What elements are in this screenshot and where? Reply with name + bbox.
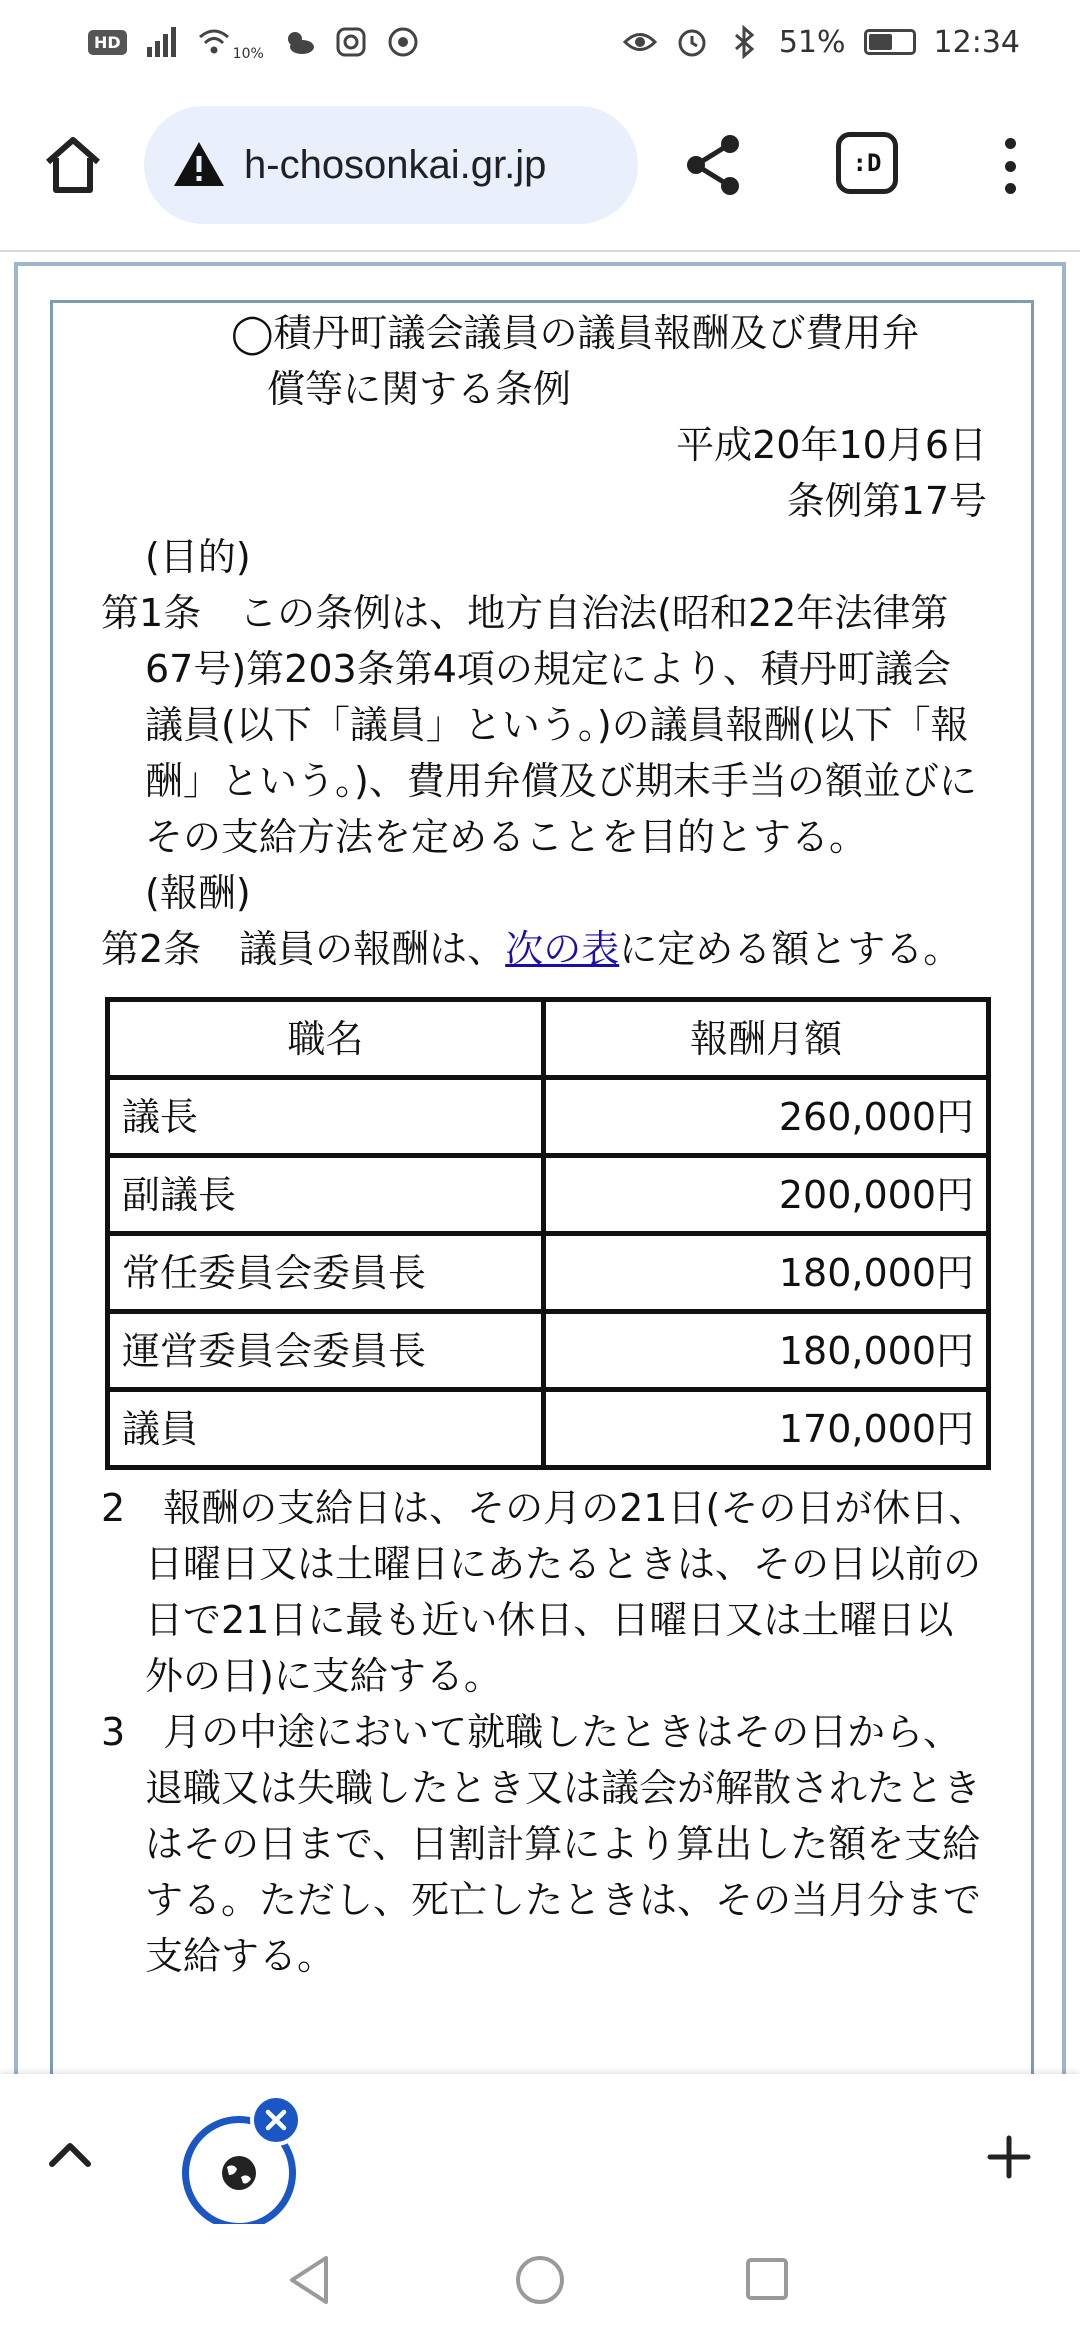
title-line-1: ◯積丹町議会議員の議員報酬及び費用弁 bbox=[231, 311, 920, 355]
article-2 bbox=[101, 921, 987, 977]
instagram-icon bbox=[334, 25, 368, 59]
home-circle-icon[interactable] bbox=[514, 2254, 566, 2306]
wifi-icon bbox=[197, 25, 231, 59]
browser-toolbar bbox=[0, 100, 1080, 240]
more-menu-icon[interactable] bbox=[990, 134, 1030, 198]
status-bar bbox=[0, 0, 1080, 84]
table-row bbox=[108, 1078, 989, 1156]
amount-cell: 170,000円 bbox=[544, 1390, 989, 1468]
ordinance-title bbox=[101, 305, 987, 361]
close-icon bbox=[263, 2107, 289, 2133]
amount-cell: 200,000円 bbox=[544, 1156, 989, 1234]
plus-icon[interactable] bbox=[984, 2132, 1034, 2182]
globe-icon bbox=[219, 2153, 259, 2193]
paragraph-3: 3 月の中途において就職したときはその日から、退職又は失職したとき又は議会が解散されたときはその日まで、日割計算により算出した額を支給する。ただし、死亡したときは、その当月分まで支給する。 bbox=[101, 1710, 982, 1978]
eye-icon bbox=[623, 25, 657, 59]
chrome-icon bbox=[386, 25, 420, 59]
chevron-up-icon[interactable] bbox=[42, 2134, 98, 2174]
header-position: 職名 bbox=[108, 1000, 544, 1078]
amount-cell: 180,000円 bbox=[544, 1234, 989, 1312]
position-cell: 運営委員会委員長 bbox=[108, 1312, 544, 1390]
status-right bbox=[623, 25, 1020, 60]
toolbar-divider bbox=[0, 250, 1080, 252]
warning-icon[interactable] bbox=[172, 138, 226, 192]
battery-percent: 51% bbox=[778, 24, 846, 60]
next-table-link[interactable]: 次の表 bbox=[505, 927, 620, 971]
caption-purpose: (目的) bbox=[145, 535, 251, 579]
position-cell: 議員 bbox=[108, 1390, 544, 1468]
hd-badge: HD bbox=[88, 30, 127, 55]
article-1: 第1条 この条例は、地方自治法(昭和22年法律第67号)第203条第4項の規定により、積丹町議会議員(以下「議員」という。)の議員報酬(以下「報酬」という。)、費用弁償及び期末手当の額並びにその支給方法を定めることを目的とする。 bbox=[101, 591, 977, 859]
weather-icon bbox=[282, 25, 316, 59]
position-cell: 議長 bbox=[108, 1078, 544, 1156]
signal-icon bbox=[145, 25, 179, 59]
header-monthly-amount: 報酬月額 bbox=[544, 1000, 989, 1078]
remuneration-table bbox=[105, 997, 991, 1470]
table-row bbox=[108, 1156, 989, 1234]
status-left bbox=[88, 22, 420, 62]
position-cell: 常任委員会委員長 bbox=[108, 1234, 544, 1312]
article-2-text-pre: 第2条 議員の報酬は、 bbox=[101, 927, 506, 971]
caption-remuneration: (報酬) bbox=[145, 871, 251, 915]
web-page[interactable] bbox=[14, 262, 1066, 2082]
paragraph-2: 2 報酬の支給日は、その月の21日(その日が休日、日曜日又は土曜日にあたるときは、その日以前の日で21日に最も近い休日、日曜日又は土曜日以外の日)に支給する。 bbox=[101, 1486, 987, 1698]
document-frame bbox=[50, 300, 1034, 2082]
ordinance-number: 条例第17号 bbox=[786, 479, 987, 523]
clock: 12:34 bbox=[933, 24, 1020, 60]
extension-label: :D bbox=[852, 149, 882, 177]
back-icon[interactable] bbox=[284, 2252, 334, 2308]
article-2-text-post: に定める額とする。 bbox=[619, 927, 962, 971]
bottom-tab-bar bbox=[0, 2074, 1080, 2224]
amount-cell: 180,000円 bbox=[544, 1312, 989, 1390]
amount-cell: 260,000円 bbox=[544, 1078, 989, 1156]
share-icon[interactable] bbox=[680, 130, 750, 200]
address-bar[interactable] bbox=[144, 106, 638, 224]
url-text: h-chosonkai.gr.jp bbox=[244, 142, 547, 187]
home-icon[interactable] bbox=[38, 130, 108, 200]
battery-level bbox=[869, 34, 892, 50]
position-cell: 副議長 bbox=[108, 1156, 544, 1234]
title-line-2: 償等に関する条例 bbox=[267, 367, 572, 411]
table-row bbox=[108, 1390, 989, 1468]
ordinance-document bbox=[101, 305, 987, 1984]
wifi-sub-label: 10% bbox=[232, 46, 264, 62]
recents-icon[interactable] bbox=[744, 2256, 790, 2302]
battery-icon bbox=[864, 29, 916, 55]
close-tab-badge[interactable] bbox=[250, 2094, 302, 2146]
table-row bbox=[108, 1312, 989, 1390]
enactment-date: 平成20年10月6日 bbox=[676, 423, 987, 467]
alarm-icon bbox=[675, 25, 709, 59]
system-nav-bar bbox=[0, 2224, 1080, 2340]
table-header-row bbox=[108, 1000, 989, 1078]
extension-button[interactable] bbox=[836, 132, 898, 194]
bluetooth-icon bbox=[727, 25, 761, 59]
table-row bbox=[108, 1234, 989, 1312]
